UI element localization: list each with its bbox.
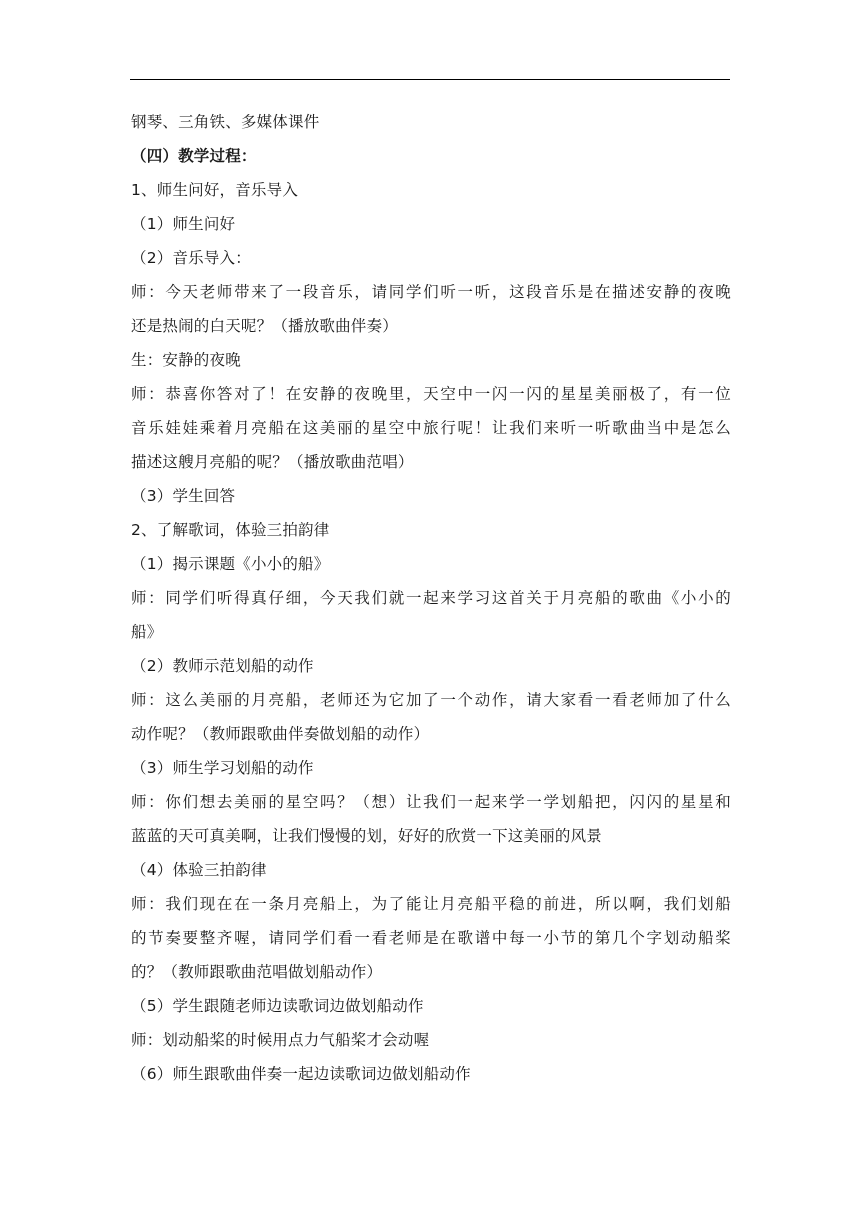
step-heading: 2、了解歌词，体验三拍韵律 — [131, 521, 330, 539]
document-body — [131, 105, 731, 1091]
materials-line: 钢琴、三角铁、多媒体课件 — [131, 113, 320, 131]
sub-step: （5）学生跟随老师边读歌词边做划船动作 — [131, 997, 424, 1015]
paragraph-line: 生：安静的夜晚 — [131, 351, 241, 369]
paragraph-line: 师：划动船桨的时候用点力气船桨才会动喔 — [131, 1031, 430, 1049]
sub-step: （2）教师示范划船的动作 — [131, 657, 314, 675]
paragraph-line: 师：恭喜你答对了！在安静的夜晚里，天空中一闪一闪的星星美丽极了，有一位 — [131, 385, 731, 403]
sub-step: （4）体验三拍韵律 — [131, 861, 267, 879]
paragraph-line: 描述这艘月亮船的呢？（播放歌曲范唱） — [131, 453, 414, 471]
paragraph-line: 师：我们现在在一条月亮船上，为了能让月亮船平稳的前进，所以啊，我们划船 — [131, 895, 731, 913]
paragraph-line: 师：今天老师带来了一段音乐，请同学们听一听，这段音乐是在描述安静的夜晚 — [131, 283, 731, 301]
paragraph-line: 师：同学们听得真仔细，今天我们就一起来学习这首关于月亮船的歌曲《小小的 — [131, 589, 731, 607]
sub-step: （1）师生问好 — [131, 215, 236, 233]
paragraph-line: 还是热闹的白天呢？（播放歌曲伴奏） — [131, 317, 398, 335]
section-heading: （四）教学过程： — [131, 147, 257, 165]
paragraph-line: 音乐娃娃乘着月亮船在这美丽的星空中旅行呢！让我们来听一听歌曲当中是怎么 — [131, 419, 731, 437]
header-rule — [130, 79, 730, 80]
step-heading: 1、师生问好，音乐导入 — [131, 181, 299, 199]
paragraph-line: 蓝蓝的天可真美啊，让我们慢慢的划，好好的欣赏一下这美丽的风景 — [131, 827, 603, 845]
sub-step: （1）揭示课题《小小的船》 — [131, 555, 330, 573]
paragraph-line: 的？（教师跟歌曲范唱做划船动作） — [131, 963, 383, 981]
sub-step: （3）师生学习划船的动作 — [131, 759, 314, 777]
paragraph-line: 船》 — [131, 623, 163, 641]
paragraph-line: 动作呢？（教师跟歌曲伴奏做划船的动作） — [131, 725, 430, 743]
sub-step: （2）音乐导入： — [131, 249, 251, 267]
paragraph-line: 的节奏要整齐喔，请同学们看一看老师是在歌谱中每一小节的第几个字划动船桨 — [131, 929, 731, 947]
sub-step: （3）学生回答 — [131, 487, 236, 505]
paragraph-line: 师：你们想去美丽的星空吗？（想）让我们一起来学一学划船把，闪闪的星星和 — [131, 793, 731, 811]
sub-step: （6）师生跟歌曲伴奏一起边读歌词边做划船动作 — [131, 1065, 471, 1083]
paragraph-line: 师：这么美丽的月亮船，老师还为它加了一个动作，请大家看一看老师加了什么 — [131, 691, 731, 709]
